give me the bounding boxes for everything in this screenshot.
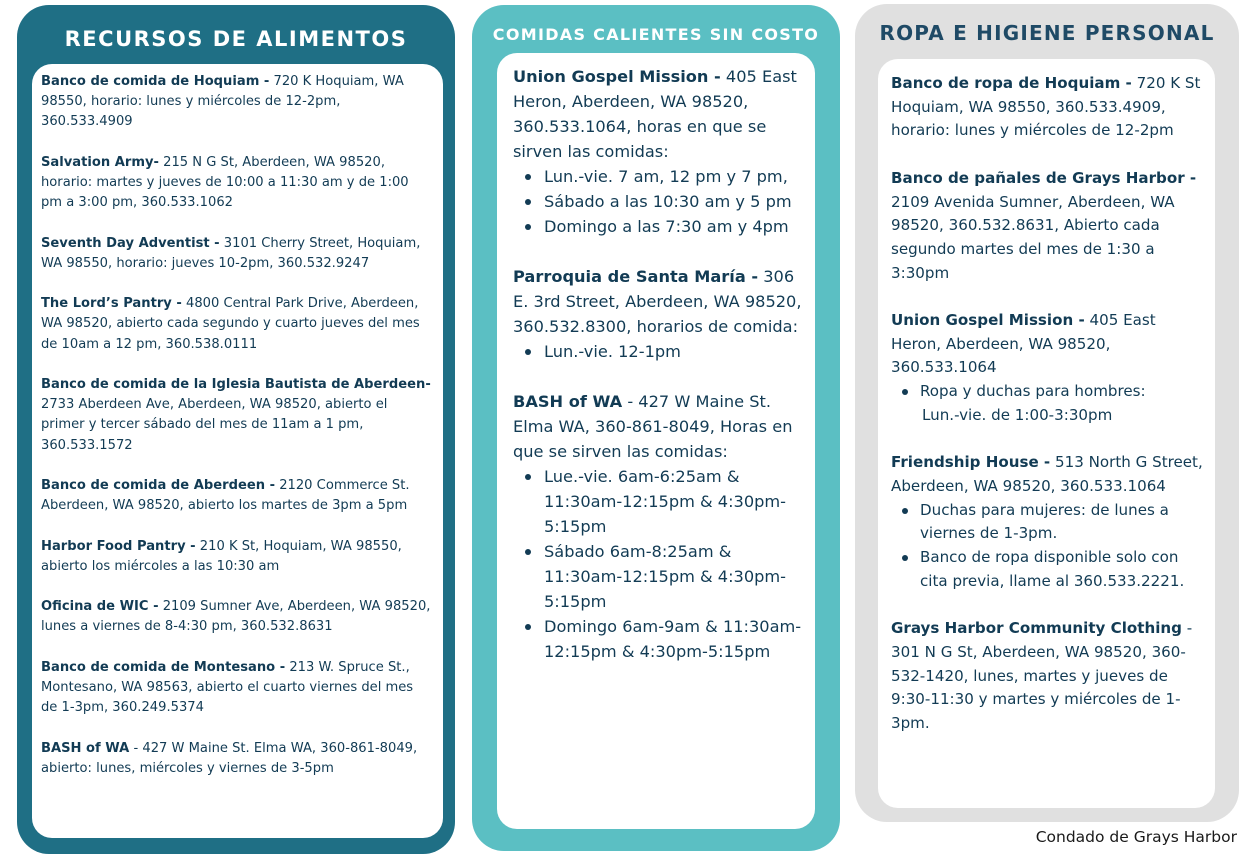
clothing-hygiene-panel [855,4,1239,822]
resource-details: 210 K St, Hoquiam, WA 98550, abierto los miércoles a las 10:30 am [41,538,402,574]
resource-entry [41,739,431,779]
service-item-continuation: Lun.-vie. de 1:00-3:30pm [922,405,1113,424]
resource-name: Oficina de WIC - [41,599,159,615]
resource-details: 213 W. Spruce St., Montesano, WA 98563, abierto el cuarto viernes del mes de 1-3pm, 360.249.5374 [41,659,414,716]
service-list [891,499,1203,594]
schedule-list [513,464,803,664]
resource-entry [41,597,431,637]
resource-entry [891,617,1203,736]
resource-details: 513 North G Street, Aberdeen, WA 98520, 360.533.1064 [891,453,1203,495]
hot-meals-card [497,53,815,829]
resource-entry [513,64,803,239]
service-list [891,380,1203,427]
resource-details: - 427 W Maine St. Elma WA, 360-861-8049, abierto: lunes, miércoles y viernes de 3-5pm [41,740,418,776]
resource-details: 720 K St Hoquiam, WA 98550, 360.533.4909, horario: lunes y miércoles de 12-2pm [891,74,1201,140]
clothing-hygiene-title: ROPA E HIGIENE PERSONAL [879,21,1215,45]
schedule-item: Domingo 6am-9am & 11:30am-12:15pm & 4:30pm-5:15pm [513,614,803,664]
hot-meals-title: COMIDAS CALIENTES SIN COSTO [492,25,820,44]
resource-details: 405 East Heron, Aberdeen, WA 98520, 360.533.1064 [891,311,1156,377]
resource-name: Friendship House - [891,453,1051,472]
service-item: Duchas para mujeres: de lunes a viernes de 1-3pm. [891,499,1203,546]
resource-details: 215 N G St, Aberdeen, WA 98520, horario: martes y jueves de 10:00 a 11:30 am y de 1:00 pm a 3:00 pm, 360.533.1062 [41,154,409,211]
resource-details: 3101 Cherry Street, Hoquiam, WA 98550, horario: jueves 10-2pm, 360.532.9247 [41,235,421,271]
resource-details: 4800 Central Park Drive, Aberdeen, WA 98520, abierto cada segundo y cuarto jueves del mes de 10am a 12 pm, 360.538.0111 [41,296,420,352]
service-item: Ropa y duchas para hombres: Lun.-vie. de 1:00-3:30pm [891,380,1203,427]
resource-entry [41,375,431,456]
resource-details: 306 E. 3rd Street, Aberdeen, WA 98520, 360.532.8300, horarios de comida: [513,267,802,336]
resource-entry [891,167,1203,286]
county-footer: Condado de Grays Harbor [1035,828,1237,846]
resource-details: 2109 Avenida Sumner, Aberdeen, WA 98520, 360.532.8631, Abierto cada segundo martes del mes de 1:30 a 3:30pm [891,192,1175,282]
resource-entry [41,294,431,355]
resource-name: Banco de comida de Hoquiam - [41,74,270,89]
resource-name: Salvation Army- [41,154,159,170]
resource-name: Seventh Day Adventist - [41,235,220,251]
food-resources-title: RECURSOS DE ALIMENTOS [64,27,408,51]
resource-details: 720 K Hoquiam, WA 98550, horario: lunes y miércoles de 12-2pm, 360.533.4909 [41,74,404,130]
schedule-item: Sábado a las 10:30 am y 5 pm [513,189,803,214]
resource-entry [513,264,803,364]
service-item: Banco de ropa disponible solo con cita previa, llame al 360.533.2221. [891,546,1203,593]
resource-details: 405 East Heron, Aberdeen, WA 98520, 360.533.1064, horas en que se sirven las comidas: [513,67,797,161]
resource-name: Grays Harbor Community Clothing [891,619,1182,638]
resource-entry [891,309,1203,428]
resource-name: The Lord’s Pantry - [41,296,182,312]
resource-name: Union Gospel Mission - [513,67,721,86]
resource-entry [513,389,803,664]
resource-name: BASH of WA [41,740,130,756]
resource-details: 2120 Commerce St. Aberdeen, WA 98520, abierto los martes de 3pm a 5pm [41,477,410,514]
schedule-item: Lun.-vie. 7 am, 12 pm y 7 pm, [513,164,803,189]
resource-name: Banco de pañales de Grays Harbor - [891,168,1197,187]
resource-name: Harbor Food Pantry - [41,538,196,554]
resource-name: Banco de comida de Montesano - [41,659,286,675]
resource-name: Banco de comida de Aberdeen - [41,477,276,493]
resource-name: Banco de comida de la Iglesia Bautista de Aberdeen- [41,376,431,392]
resource-name: Union Gospel Mission - [891,311,1085,329]
schedule-list [513,339,803,364]
schedule-item: Lue.-vie. 6am-6:25am & 11:30am-12:15pm & 4:30pm-5:15pm [513,464,803,539]
schedule-item: Domingo a las 7:30 am y 4pm [513,214,803,239]
resource-entry [41,234,431,274]
resource-name: Banco de ropa de Hoquiam - [891,74,1132,92]
resource-entry [41,658,431,719]
resource-entry [41,72,431,133]
resource-details: 2109 Sumner Ave, Aberdeen, WA 98520, lunes a viernes de 8-4:30 pm, 360.532.8631 [41,599,431,635]
resource-entry [41,153,431,214]
resource-details: - 301 N G St, Aberdeen, WA 98520, 360-532-1420, lunes, martes y jueves de 9:30-11:30 y martes y miércoles de 1-3pm. [891,619,1193,732]
resource-name: Parroquia de Santa María - [513,267,759,286]
hot-meals-panel [472,5,840,851]
resource-name: BASH of WA [513,392,623,411]
food-resources-panel [17,5,455,854]
resource-details: - 427 W Maine St. Elma WA, 360-861-8049, Horas en que se sirven las comidas: [513,392,793,461]
resource-details: 2733 Aberdeen Ave, Aberdeen, WA 98520, abierto el primer y tercer sábado del mes de 11am a 1 pm, 360.533.1572 [41,397,388,453]
schedule-item: Sábado 6am-8:25am & 11:30am-12:15pm & 4:30pm-5:15pm [513,539,803,614]
resource-entry [891,451,1203,593]
resource-entry [41,537,431,577]
clothing-hygiene-card [878,59,1215,808]
resource-entry [41,476,431,516]
food-resources-card [32,64,443,838]
resource-entry [891,72,1203,143]
schedule-item: Lun.-vie. 12-1pm [513,339,803,364]
schedule-list [513,164,803,239]
